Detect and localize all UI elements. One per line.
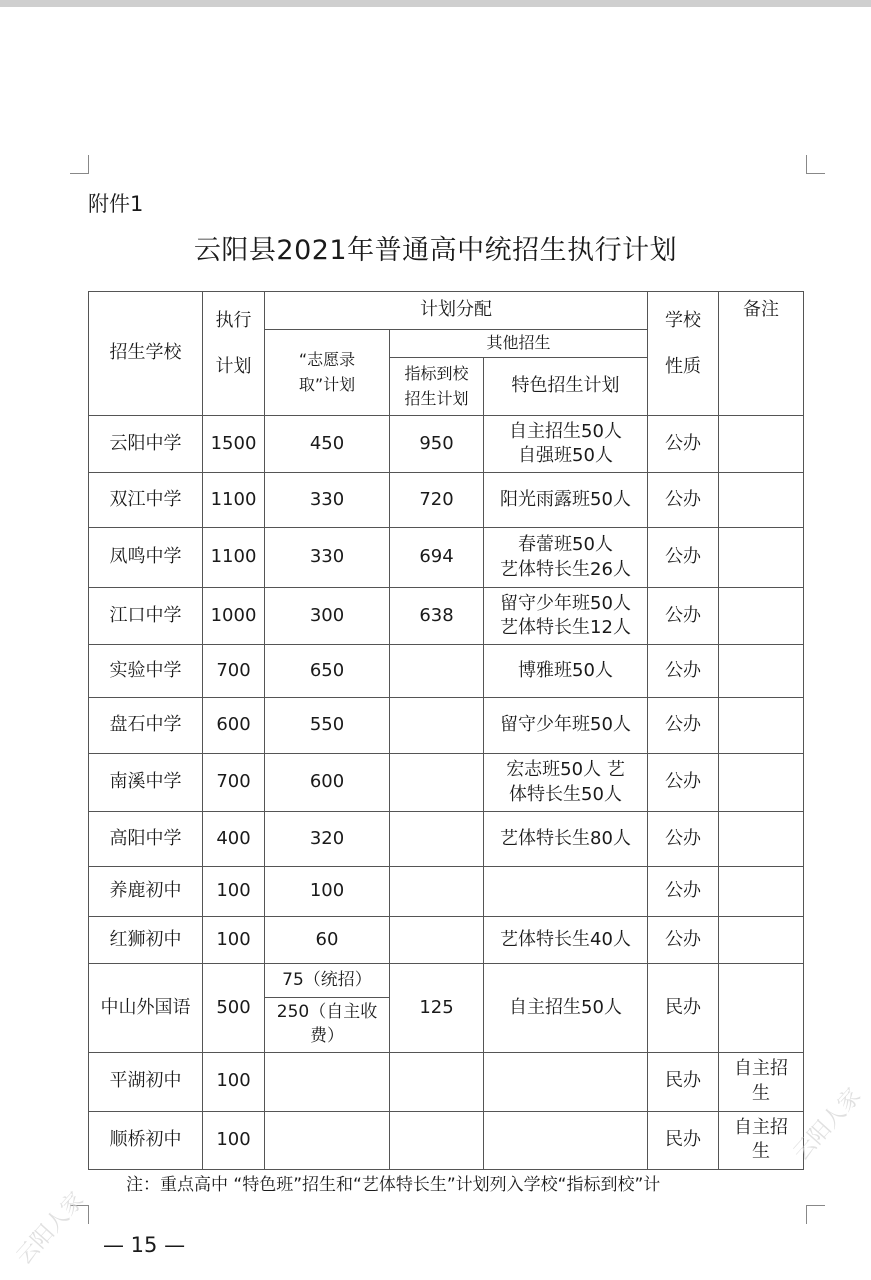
header-quota: 指标到校招生计划 xyxy=(390,358,484,416)
volunteer-cell: 600 xyxy=(265,754,390,812)
volunteer-cell: 60 xyxy=(265,917,390,964)
special-plan-cell: 自主招生50人 xyxy=(484,964,648,1053)
header-distribution: 计划分配 xyxy=(265,292,648,330)
table-row xyxy=(89,473,804,528)
header-exec-plan: 执行计划 xyxy=(203,292,265,416)
table-row xyxy=(89,867,804,917)
exec-plan-cell: 1500 xyxy=(203,416,265,473)
remarks-cell xyxy=(719,416,804,473)
crop-mark-top-left xyxy=(70,155,89,174)
remarks-cell xyxy=(719,588,804,645)
school-cell: 顺桥初中 xyxy=(89,1111,203,1169)
volunteer-cell: 320 xyxy=(265,812,390,867)
quota-cell: 720 xyxy=(390,473,484,528)
remarks-cell xyxy=(719,528,804,588)
nature-cell: 公办 xyxy=(648,754,719,812)
quota-cell xyxy=(390,754,484,812)
nature-cell: 公办 xyxy=(648,588,719,645)
document-title: 云阳县2021年普通高中统招生执行计划 xyxy=(193,235,678,266)
special-plan-cell: 宏志班50人 艺 体特长生50人 xyxy=(484,754,648,812)
enrollment-plan-table xyxy=(88,291,804,1170)
exec-plan-cell: 700 xyxy=(203,754,265,812)
remarks-cell xyxy=(719,754,804,812)
nature-cell: 公办 xyxy=(648,698,719,754)
remarks-cell xyxy=(719,645,804,698)
exec-plan-cell: 100 xyxy=(203,1111,265,1169)
volunteer-cell: 100 xyxy=(265,867,390,917)
volunteer-cell: 330 xyxy=(265,528,390,588)
nature-cell: 公办 xyxy=(648,416,719,473)
quota-cell: 694 xyxy=(390,528,484,588)
special-plan-cell xyxy=(484,1111,648,1169)
page-number: — 15 — xyxy=(103,1233,186,1257)
exec-plan-cell: 1000 xyxy=(203,588,265,645)
volunteer-unified: 75（统招） xyxy=(264,964,390,998)
remarks-cell: 自主招 生 xyxy=(719,1111,804,1169)
table-row xyxy=(89,917,804,964)
table-row xyxy=(89,645,804,698)
nature-cell: 民办 xyxy=(648,964,719,1053)
crop-mark-bottom-right xyxy=(806,1205,825,1224)
school-cell: 中山外国语 xyxy=(89,964,203,1053)
special-plan-cell: 春蕾班50人 艺体特长生26人 xyxy=(484,528,648,588)
exec-plan-cell: 700 xyxy=(203,645,265,698)
watermark: 云阳人家 xyxy=(11,1187,90,1270)
nature-cell: 公办 xyxy=(648,812,719,867)
table-row xyxy=(89,754,804,812)
quota-cell xyxy=(390,867,484,917)
special-plan-cell xyxy=(484,867,648,917)
exec-plan-cell: 100 xyxy=(203,917,265,964)
school-cell: 凤鸣中学 xyxy=(89,528,203,588)
exec-plan-cell: 1100 xyxy=(203,473,265,528)
remarks-cell xyxy=(719,473,804,528)
quota-cell: 638 xyxy=(390,588,484,645)
school-cell: 双江中学 xyxy=(89,473,203,528)
special-plan-cell: 艺体特长生40人 xyxy=(484,917,648,964)
nature-cell: 公办 xyxy=(648,528,719,588)
nature-cell: 民办 xyxy=(648,1111,719,1169)
nature-cell: 民办 xyxy=(648,1052,719,1111)
table-row xyxy=(89,588,804,645)
special-plan-cell: 留守少年班50人 xyxy=(484,698,648,754)
header-other: 其他招生 xyxy=(390,330,648,358)
quota-cell: 950 xyxy=(390,416,484,473)
exec-plan-cell: 100 xyxy=(203,867,265,917)
special-plan-cell: 博雅班50人 xyxy=(484,645,648,698)
attachment-label: 附件1 xyxy=(88,192,144,216)
school-cell: 养鹿初中 xyxy=(89,867,203,917)
table-row xyxy=(89,1052,804,1111)
quota-cell xyxy=(390,1111,484,1169)
quota-cell: 125 xyxy=(390,964,484,1053)
quota-cell xyxy=(390,698,484,754)
exec-plan-cell: 500 xyxy=(203,964,265,1053)
quota-cell xyxy=(390,812,484,867)
table-row xyxy=(89,528,804,588)
table-row xyxy=(89,698,804,754)
exec-plan-cell: 400 xyxy=(203,812,265,867)
remarks-cell xyxy=(719,698,804,754)
table-row xyxy=(89,416,804,473)
table-row xyxy=(89,1111,804,1169)
special-plan-cell: 留守少年班50人 艺体特长生12人 xyxy=(484,588,648,645)
header-volunteer: “志愿录取”计划 xyxy=(265,330,390,416)
header-remarks: 备注 xyxy=(719,292,804,416)
quota-cell xyxy=(390,917,484,964)
exec-plan-cell: 100 xyxy=(203,1052,265,1111)
school-cell: 云阳中学 xyxy=(89,416,203,473)
special-plan-cell: 自主招生50人 自强班50人 xyxy=(484,416,648,473)
volunteer-cell xyxy=(265,1052,390,1111)
volunteer-cell: 300 xyxy=(265,588,390,645)
school-cell: 平湖初中 xyxy=(89,1052,203,1111)
volunteer-cell: 550 xyxy=(265,698,390,754)
school-cell: 江口中学 xyxy=(89,588,203,645)
nature-cell: 公办 xyxy=(648,473,719,528)
school-cell: 高阳中学 xyxy=(89,812,203,867)
remarks-cell: 自主招 生 xyxy=(719,1052,804,1111)
top-scan-edge xyxy=(0,0,871,7)
volunteer-self-funded: 250（自主收费） xyxy=(276,1001,378,1046)
volunteer-cell xyxy=(265,964,390,1053)
nature-cell: 公办 xyxy=(648,917,719,964)
school-cell: 实验中学 xyxy=(89,645,203,698)
header-nature: 学校性质 xyxy=(648,292,719,416)
nature-cell: 公办 xyxy=(648,645,719,698)
exec-plan-cell: 600 xyxy=(203,698,265,754)
volunteer-cell xyxy=(265,1111,390,1169)
watermark: 云阳人家 xyxy=(788,1083,867,1166)
volunteer-cell: 650 xyxy=(265,645,390,698)
crop-mark-top-right xyxy=(806,155,825,174)
remarks-cell xyxy=(719,964,804,1053)
school-cell: 盘石中学 xyxy=(89,698,203,754)
exec-plan-cell: 1100 xyxy=(203,528,265,588)
quota-cell xyxy=(390,645,484,698)
footnote: 注：重点高中 “特色班”招生和“艺体特长生”计划列入学校“指标到校”计 xyxy=(126,1175,661,1195)
school-cell: 南溪中学 xyxy=(89,754,203,812)
special-plan-cell xyxy=(484,1052,648,1111)
table-row xyxy=(89,964,804,1053)
volunteer-cell: 450 xyxy=(265,416,390,473)
quota-cell xyxy=(390,1052,484,1111)
remarks-cell xyxy=(719,812,804,867)
special-plan-cell: 阳光雨露班50人 xyxy=(484,473,648,528)
nature-cell: 公办 xyxy=(648,867,719,917)
remarks-cell xyxy=(719,867,804,917)
remarks-cell xyxy=(719,917,804,964)
table-row xyxy=(89,812,804,867)
volunteer-cell: 330 xyxy=(265,473,390,528)
header-school: 招生学校 xyxy=(89,292,203,416)
special-plan-cell: 艺体特长生80人 xyxy=(484,812,648,867)
school-cell: 红狮初中 xyxy=(89,917,203,964)
header-special: 特色招生计划 xyxy=(484,358,648,416)
